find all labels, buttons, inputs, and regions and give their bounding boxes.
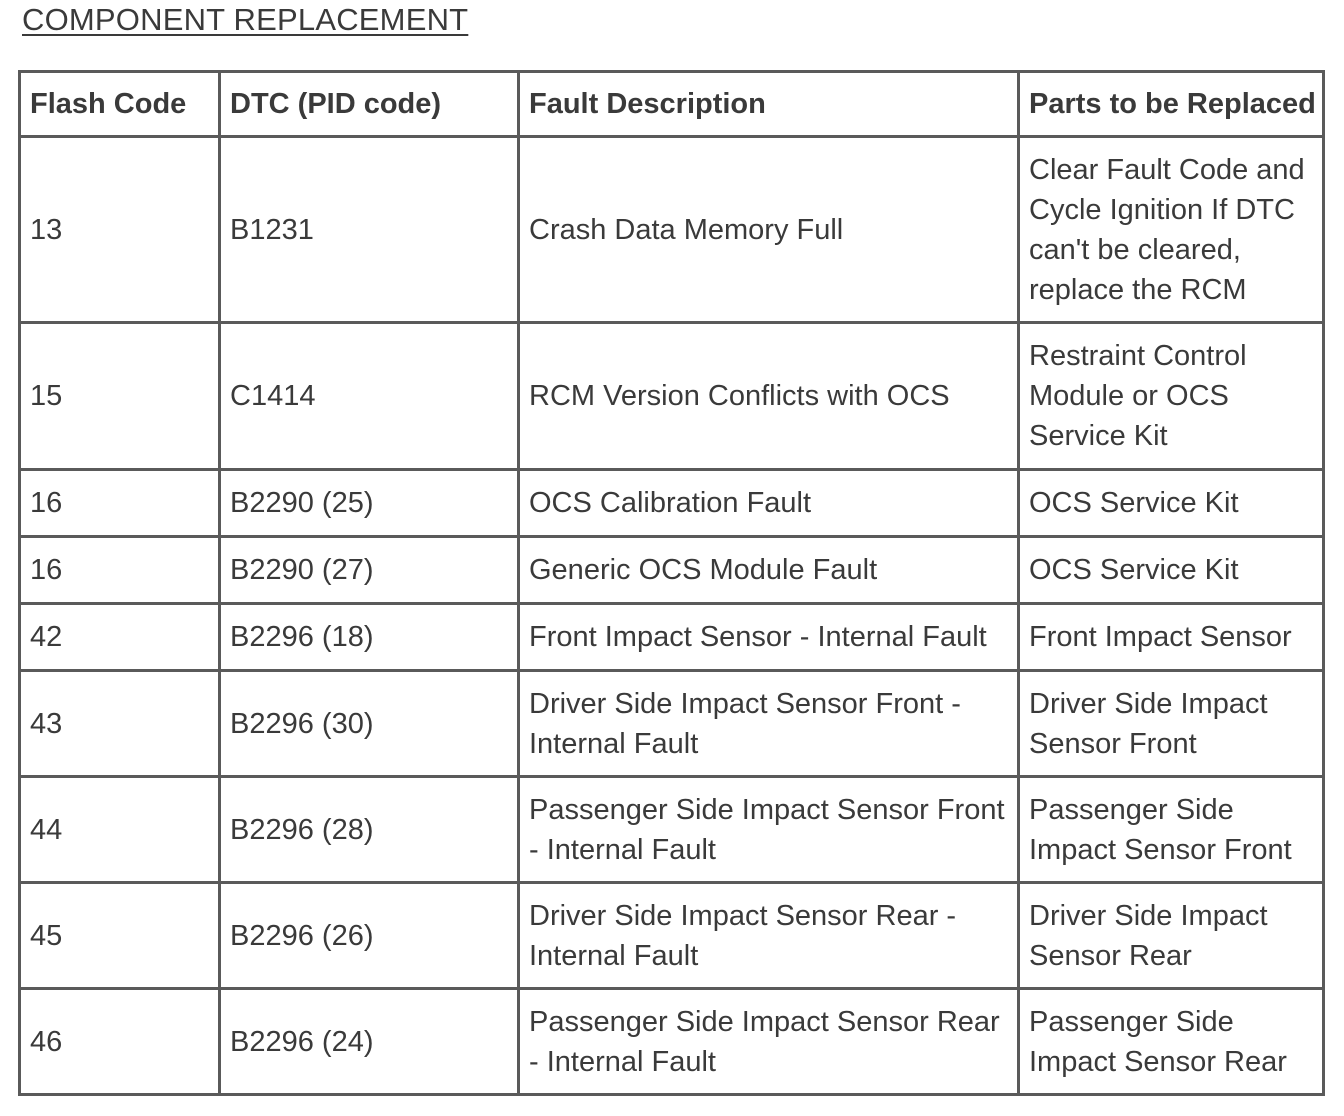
dtc-cell: B2296 (24) (220, 989, 519, 1095)
table-row (20, 671, 1324, 777)
header-fault-description: Fault Description (519, 72, 1019, 137)
fault-description-cell: Front Impact Sensor - Internal Fault (519, 604, 1019, 671)
dtc-cell: C1414 (220, 323, 519, 470)
fault-description-cell: Driver Side Impact Sensor Front - Internal Fault (519, 671, 1019, 777)
flash-code-cell: 43 (20, 671, 220, 777)
fault-description-cell: Generic OCS Module Fault (519, 537, 1019, 604)
parts-cell: Driver Side Impact Sensor Rear (1019, 883, 1324, 989)
parts-cell: Restraint Control Module or OCS Service Kit (1019, 323, 1324, 470)
header-dtc-pid-code: DTC (PID code) (220, 72, 519, 137)
parts-cell: Front Impact Sensor (1019, 604, 1324, 671)
parts-cell: Passenger Side Impact Sensor Front (1019, 777, 1324, 883)
parts-cell: OCS Service Kit (1019, 470, 1324, 537)
fault-description-cell: Driver Side Impact Sensor Rear - Internal Fault (519, 883, 1019, 989)
parts-cell: Driver Side Impact Sensor Front (1019, 671, 1324, 777)
table-row (20, 777, 1324, 883)
table-row (20, 989, 1324, 1095)
dtc-cell: B2290 (27) (220, 537, 519, 604)
dtc-cell: B2296 (30) (220, 671, 519, 777)
dtc-cell: B2296 (18) (220, 604, 519, 671)
parts-cell: OCS Service Kit (1019, 537, 1324, 604)
table-row (20, 470, 1324, 537)
flash-code-cell: 44 (20, 777, 220, 883)
header-flash-code: Flash Code (20, 72, 220, 137)
fault-description-cell: Passenger Side Impact Sensor Rear - Internal Fault (519, 989, 1019, 1095)
flash-code-cell: 16 (20, 537, 220, 604)
fault-description-cell: RCM Version Conflicts with OCS (519, 323, 1019, 470)
dtc-cell: B2290 (25) (220, 470, 519, 537)
flash-code-cell: 45 (20, 883, 220, 989)
fault-description-cell: Passenger Side Impact Sensor Front - Internal Fault (519, 777, 1019, 883)
dtc-cell: B2296 (26) (220, 883, 519, 989)
fault-description-cell: OCS Calibration Fault (519, 470, 1019, 537)
dtc-cell: B2296 (28) (220, 777, 519, 883)
table-row (20, 537, 1324, 604)
flash-code-cell: 46 (20, 989, 220, 1095)
flash-code-cell: 16 (20, 470, 220, 537)
flash-code-cell: 15 (20, 323, 220, 470)
dtc-cell: B1231 (220, 137, 519, 323)
parts-cell: Clear Fault Code and Cycle Ignition If DTC can't be cleared, replace the RCM (1019, 137, 1324, 323)
table-row (20, 137, 1324, 323)
flash-code-cell: 13 (20, 137, 220, 323)
flash-code-cell: 42 (20, 604, 220, 671)
component-replacement-table (18, 70, 1325, 1096)
page-title: COMPONENT REPLACEMENT (22, 2, 469, 37)
table-row (20, 883, 1324, 989)
table-header-row (20, 72, 1324, 137)
table-row (20, 604, 1324, 671)
fault-description-cell: Crash Data Memory Full (519, 137, 1019, 323)
header-parts-to-be-replaced: Parts to be Replaced (1019, 72, 1324, 137)
table-row (20, 323, 1324, 470)
parts-cell: Passenger Side Impact Sensor Rear (1019, 989, 1324, 1095)
